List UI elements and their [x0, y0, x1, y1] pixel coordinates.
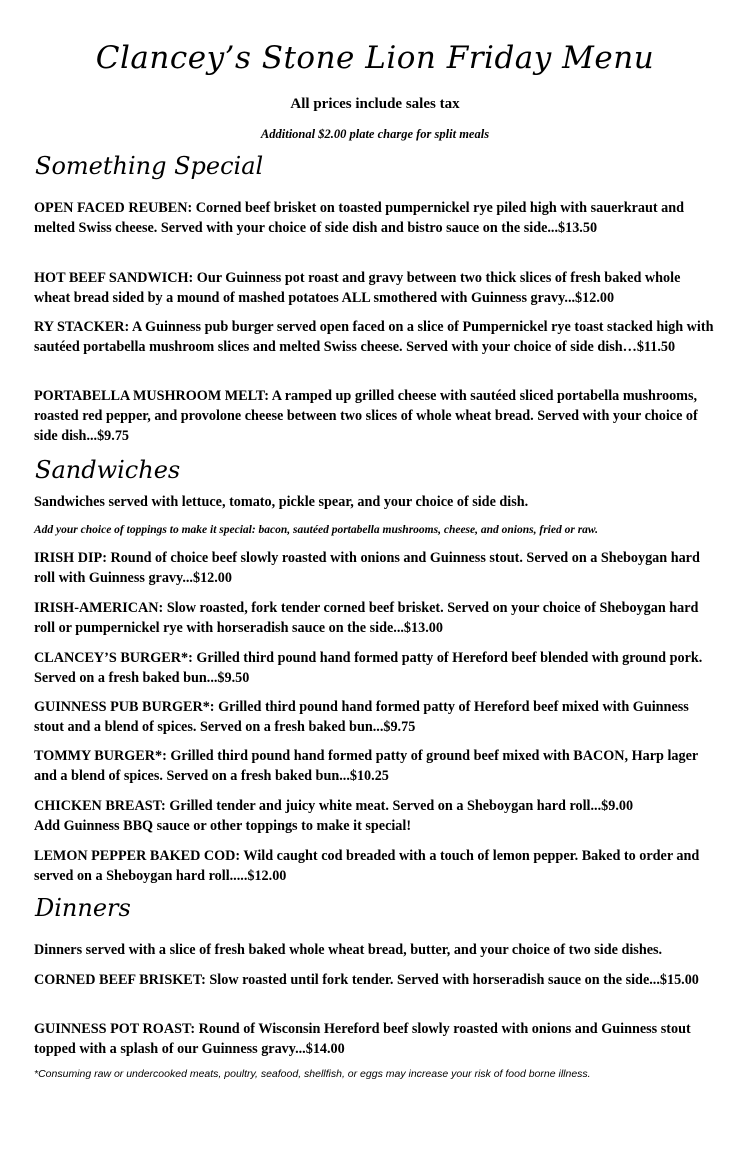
menu-item-lemon-pepper-baked-cod: LEMON PEPPER BAKED COD: Wild caught cod breaded with a touch of lemon pepper. Baked to order and served on a Sheboygan hard roll.....$12.00: [34, 848, 700, 884]
section-heading-dinners: Dinners: [35, 894, 131, 922]
food-safety-disclaimer: *Consuming raw or undercooked meats, poultry, seafood, shellfish, or eggs may increase your risk of food borne illness.: [34, 1068, 591, 1080]
menu-item-guinness-pot-roast: GUINNESS POT ROAST: Round of Wisconsin Hereford beef slowly roasted with onions and Guinness stout topped with a splash of our Guinness gravy...$14.00: [34, 1021, 691, 1057]
menu-item-hot-beef-sandwich: HOT BEEF SANDWICH: Our Guinness pot roast and gravy between two thick slices of fresh baked whole wheat bread sided by a mound of mashed potatoes ALL smothered with Guinness gravy...$12.00: [34, 270, 681, 306]
section-heading-something-special: Something Special: [35, 152, 264, 180]
menu-item-irish-dip: IRISH DIP: Round of choice beef slowly roasted with onions and Guinness stout. Served on a Sheboygan hard roll with Guinness gravy...$12.00: [34, 550, 700, 586]
section-heading-sandwiches: Sandwiches: [35, 456, 181, 484]
menu-item-irish-american: IRISH-AMERICAN: Slow roasted, fork tender corned beef brisket. Served on your choice of Sheboygan hard roll or pumpernickel rye with horseradish sauce on the side...$13.00: [34, 600, 699, 636]
menu-item-open-faced-reuben: OPEN FACED REUBEN: Corned beef brisket on toasted pumpernickel rye piled high with sauerkraut and melted Swiss cheese. Served with your choice of side dish and bistro sauce on the side...$13.50: [34, 200, 685, 236]
menu-item-ry-stacker: RY STACKER: A Guinness pub burger served open faced on a slice of Pumpernickel rye toast stacked high with sautéed portabella mushroom slices and melted Swiss cheese. Served with your choice of side dish…$11.50: [34, 319, 714, 355]
menu-item-tommy-burger: TOMMY BURGER*: Grilled third pound hand formed patty of ground beef mixed with BACON, Harp lager and a blend of spices. Served on a fresh baked bun...$10.25: [34, 748, 698, 784]
chicken-breast-extra-note: Add Guinness BBQ sauce or other toppings to make it special!: [34, 818, 412, 834]
menu-item-portabella-mushroom-melt: PORTABELLA MUSHROOM MELT: A ramped up grilled cheese with sautéed sliced portabella mushrooms, roasted red pepper, and provolone cheese between two slices of whole wheat bread. Served with your choice of side dish...$9.75: [34, 388, 698, 444]
menu-item-corned-beef-brisket: CORNED BEEF BRISKET: Slow roasted until fork tender. Served with horseradish sauce on the side...$15.00: [34, 972, 699, 988]
menu-title: Clancey’s Stone Lion Friday Menu: [95, 40, 655, 76]
split-meal-note: Additional $2.00 plate charge for split meals: [260, 127, 490, 141]
menu-item-guinness-pub-burger: GUINNESS PUB BURGER*: Grilled third pound hand formed patty of Hereford beef mixed with Guinness stout and a blend of spices. Served on a fresh baked bun...$9.75: [34, 699, 689, 735]
menu-item-clanceys-burger: CLANCEY’S BURGER*: Grilled third pound hand formed patty of Hereford beef blended with ground pork. Served on a fresh baked bun...$9.50: [34, 650, 703, 686]
dinners-intro: Dinners served with a slice of fresh baked whole wheat bread, butter, and your choice of two side dishes.: [34, 942, 663, 958]
menu-item-chicken-breast: CHICKEN BREAST: Grilled tender and juicy white meat. Served on a Sheboygan hard roll...$9.00: [34, 798, 634, 814]
tax-note: All prices include sales tax: [290, 96, 460, 112]
sandwiches-intro: Sandwiches served with lettuce, tomato, pickle spear, and your choice of side dish.: [34, 494, 529, 510]
sandwiches-toppings-note: Add your choice of toppings to make it special: bacon, sautéed portabella mushrooms, cheese, and onions, fried or raw.: [34, 524, 599, 536]
